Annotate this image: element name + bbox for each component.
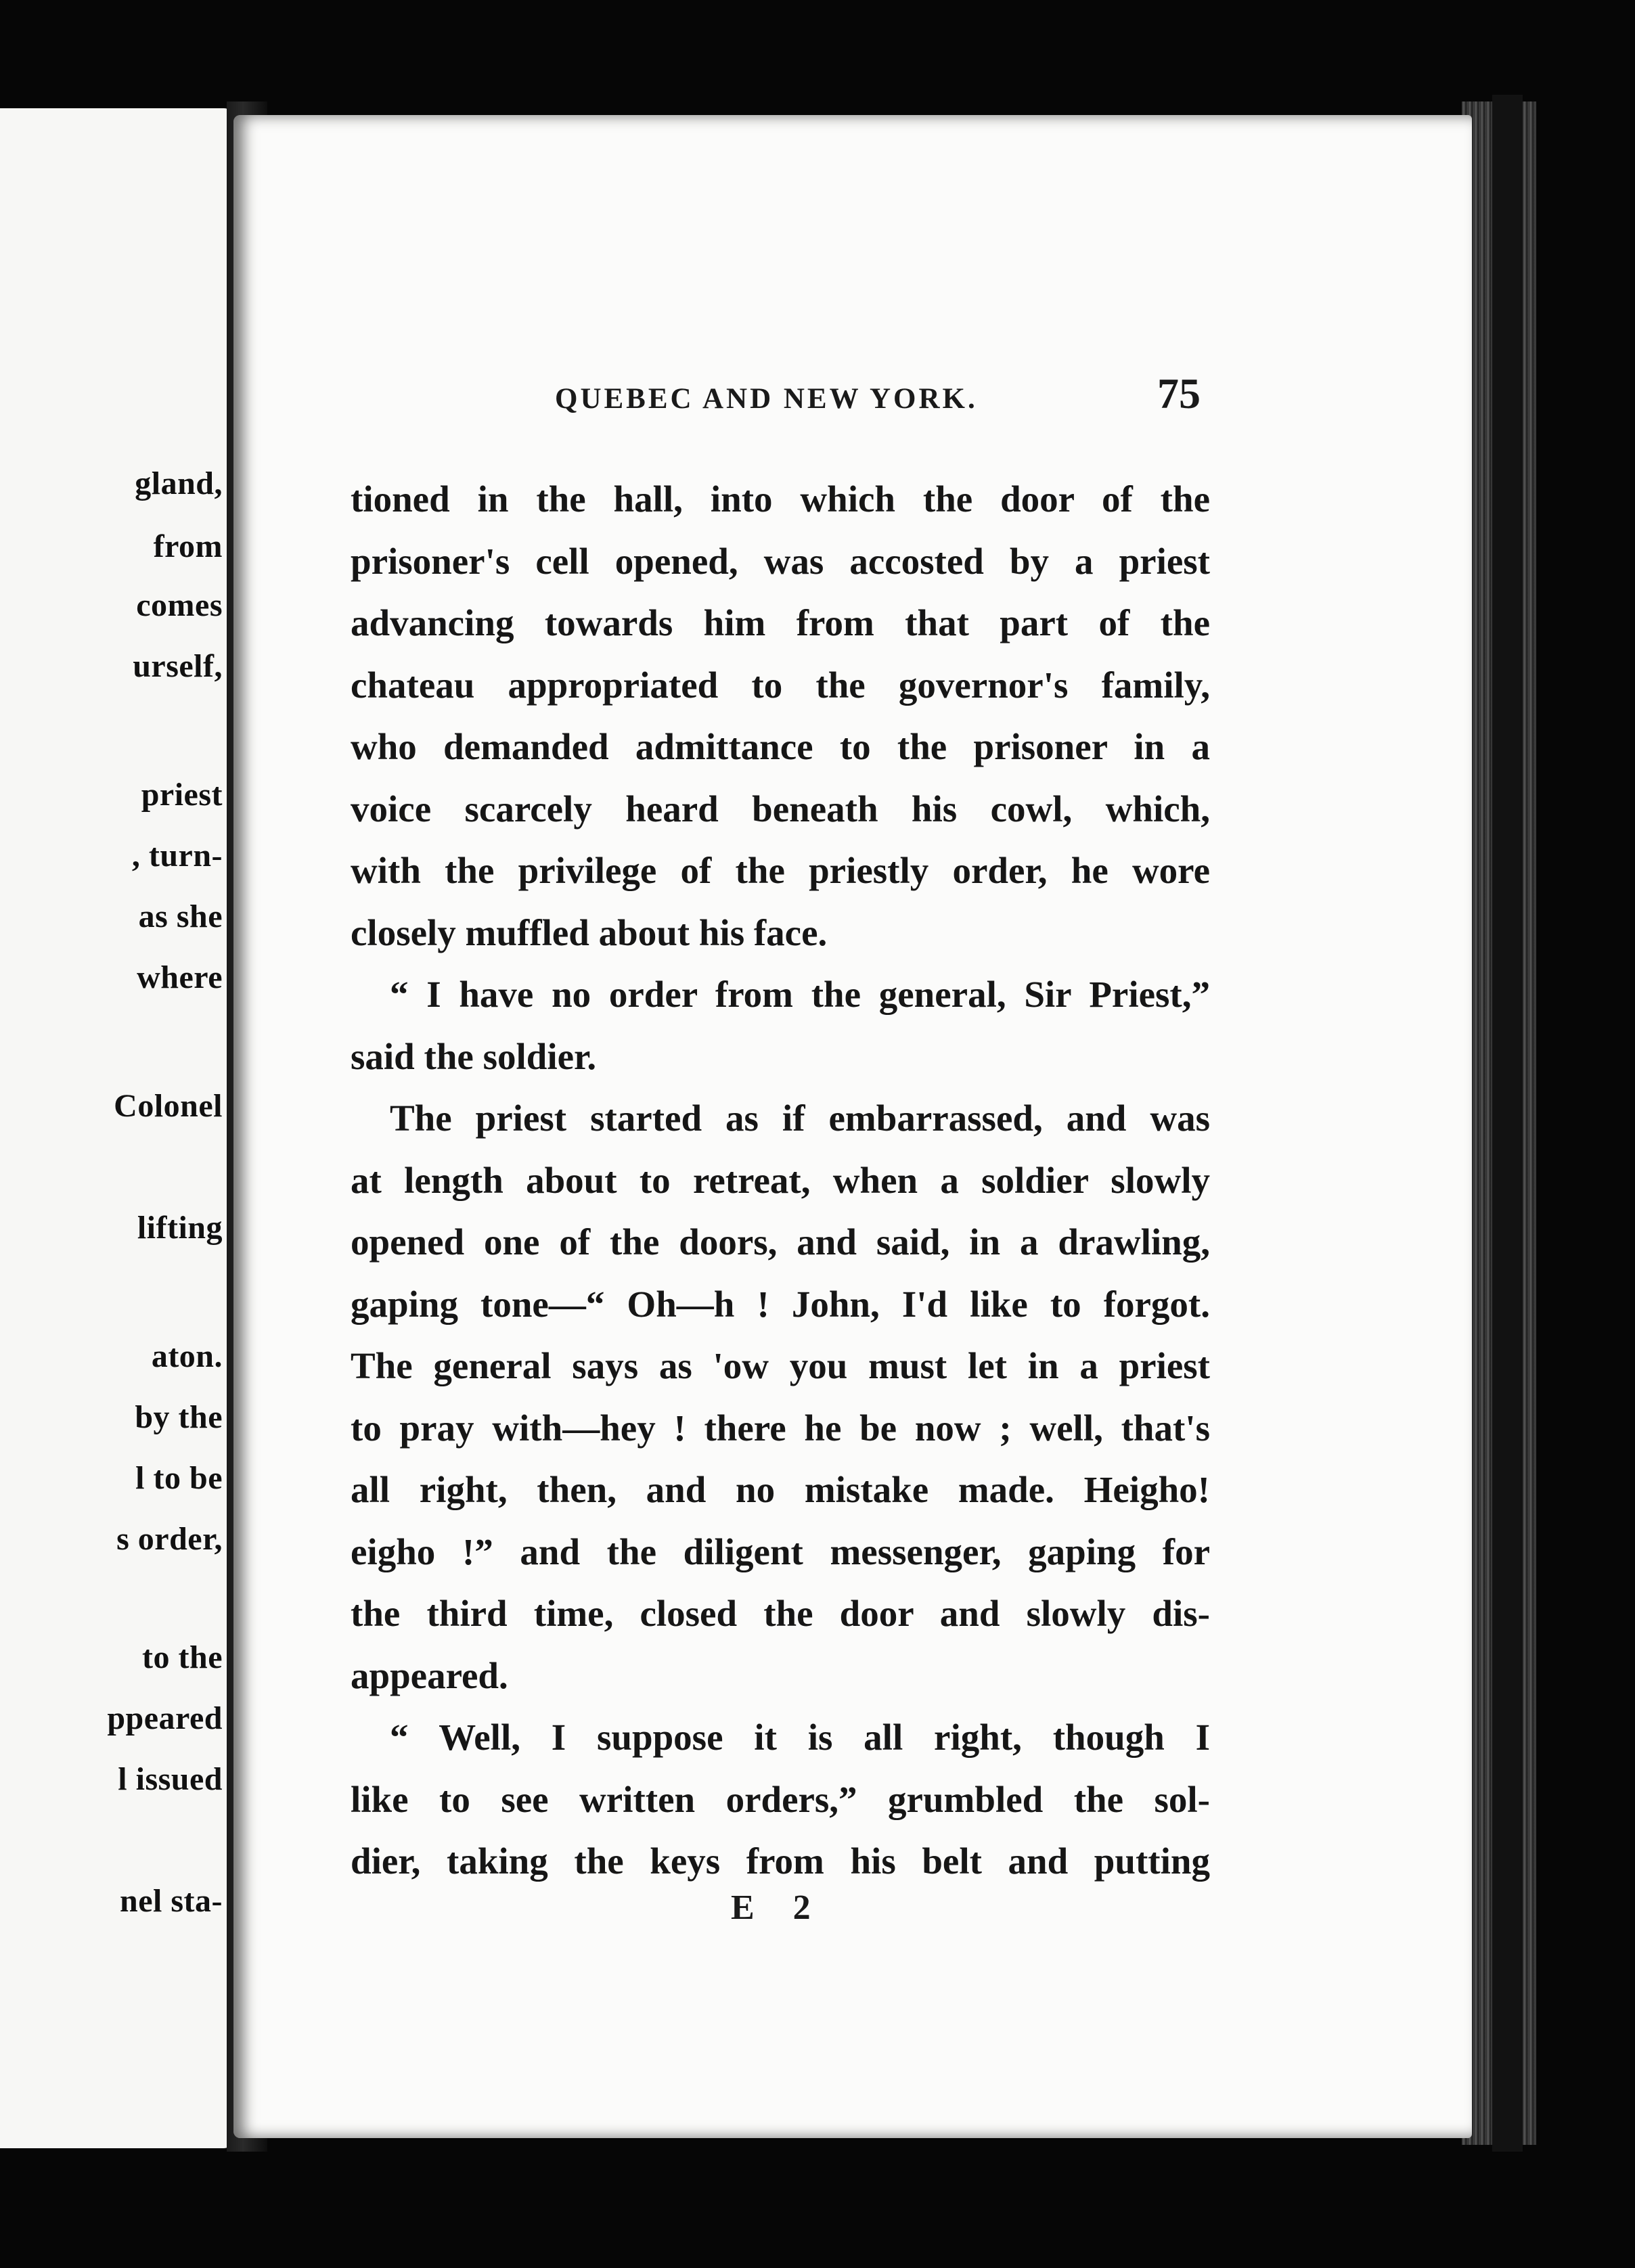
text-line: dier, taking the keys from his belt and putting [351, 1840, 1210, 1882]
text-line: prisoner's cell opened, was accosted by a priest [351, 540, 1210, 582]
text-line: who demanded admittance to the prisoner in a [351, 726, 1210, 767]
text-line: with the privilege of the priestly order, he wore [351, 850, 1210, 891]
left-page-line: l to be [135, 1460, 223, 1496]
left-page-line: where [137, 959, 223, 995]
text-line: “ Well, I suppose it is all right, though I [390, 1717, 1210, 1758]
left-page-line: urself, [133, 648, 223, 684]
text-line: appeared. [351, 1654, 508, 1696]
body-text [351, 468, 1210, 1892]
left-page-line: from [153, 528, 223, 564]
left-page-line: aton. [151, 1338, 223, 1374]
left-page-line: nel sta- [120, 1883, 223, 1919]
left-page-line: lifting [137, 1210, 223, 1246]
left-page-line: as she [138, 899, 223, 934]
left-page-line: s order, [116, 1521, 223, 1557]
text-line: eigho !” and the diligent messenger, gaping for [351, 1530, 1210, 1572]
text-line: all right, then, and no mistake made. Heigho! [351, 1469, 1210, 1510]
left-page-line: ppeared [107, 1700, 223, 1736]
running-head: QUEBEC AND NEW YORK. [555, 383, 978, 415]
left-facing-page [0, 108, 233, 2148]
text-line: advancing towards him from that part of the [351, 602, 1210, 643]
left-page-line: Colonel [114, 1088, 223, 1124]
text-line: gaping tone—“ Oh—h ! John, I'd like to forgot. [351, 1283, 1210, 1325]
left-page-line: by the [135, 1399, 223, 1435]
left-page-line: to the [142, 1639, 223, 1675]
text-line: “ I have no order from the general, Sir Priest,” [390, 974, 1210, 1015]
text-line: The general says as 'ow you must let in a priest [351, 1345, 1210, 1386]
book-cover-edge [1492, 95, 1523, 2152]
left-page-line: priest [141, 777, 223, 813]
page-number: 75 [1157, 369, 1201, 417]
left-page-line: comes [136, 587, 223, 623]
text-line: said the soldier. [351, 1035, 597, 1077]
text-line: opened one of the doors, and said, in a drawling, [351, 1221, 1210, 1263]
text-line: The priest started as if embarrassed, and was [390, 1097, 1210, 1139]
text-line: voice scarcely heard beneath his cowl, which, [351, 788, 1210, 830]
left-page-line: , turn- [131, 838, 223, 874]
text-line: like to see written orders,” grumbled the sol- [351, 1778, 1210, 1820]
left-page-line: l issued [118, 1761, 223, 1797]
left-page-line: gland, [135, 466, 223, 501]
text-line: the third time, closed the door and slowly dis- [351, 1593, 1210, 1634]
text-line: closely muffled about his face. [351, 911, 828, 953]
signature-mark: E 2 [731, 1888, 826, 1927]
text-line: chateau appropriated to the governor's family, [351, 664, 1210, 706]
text-line: at length about to retreat, when a soldier slowly [351, 1159, 1210, 1201]
text-line: to pray with—hey ! there he be now ; well, that's [351, 1407, 1210, 1449]
text-line: tioned in the hall, into which the door of the [351, 478, 1210, 520]
